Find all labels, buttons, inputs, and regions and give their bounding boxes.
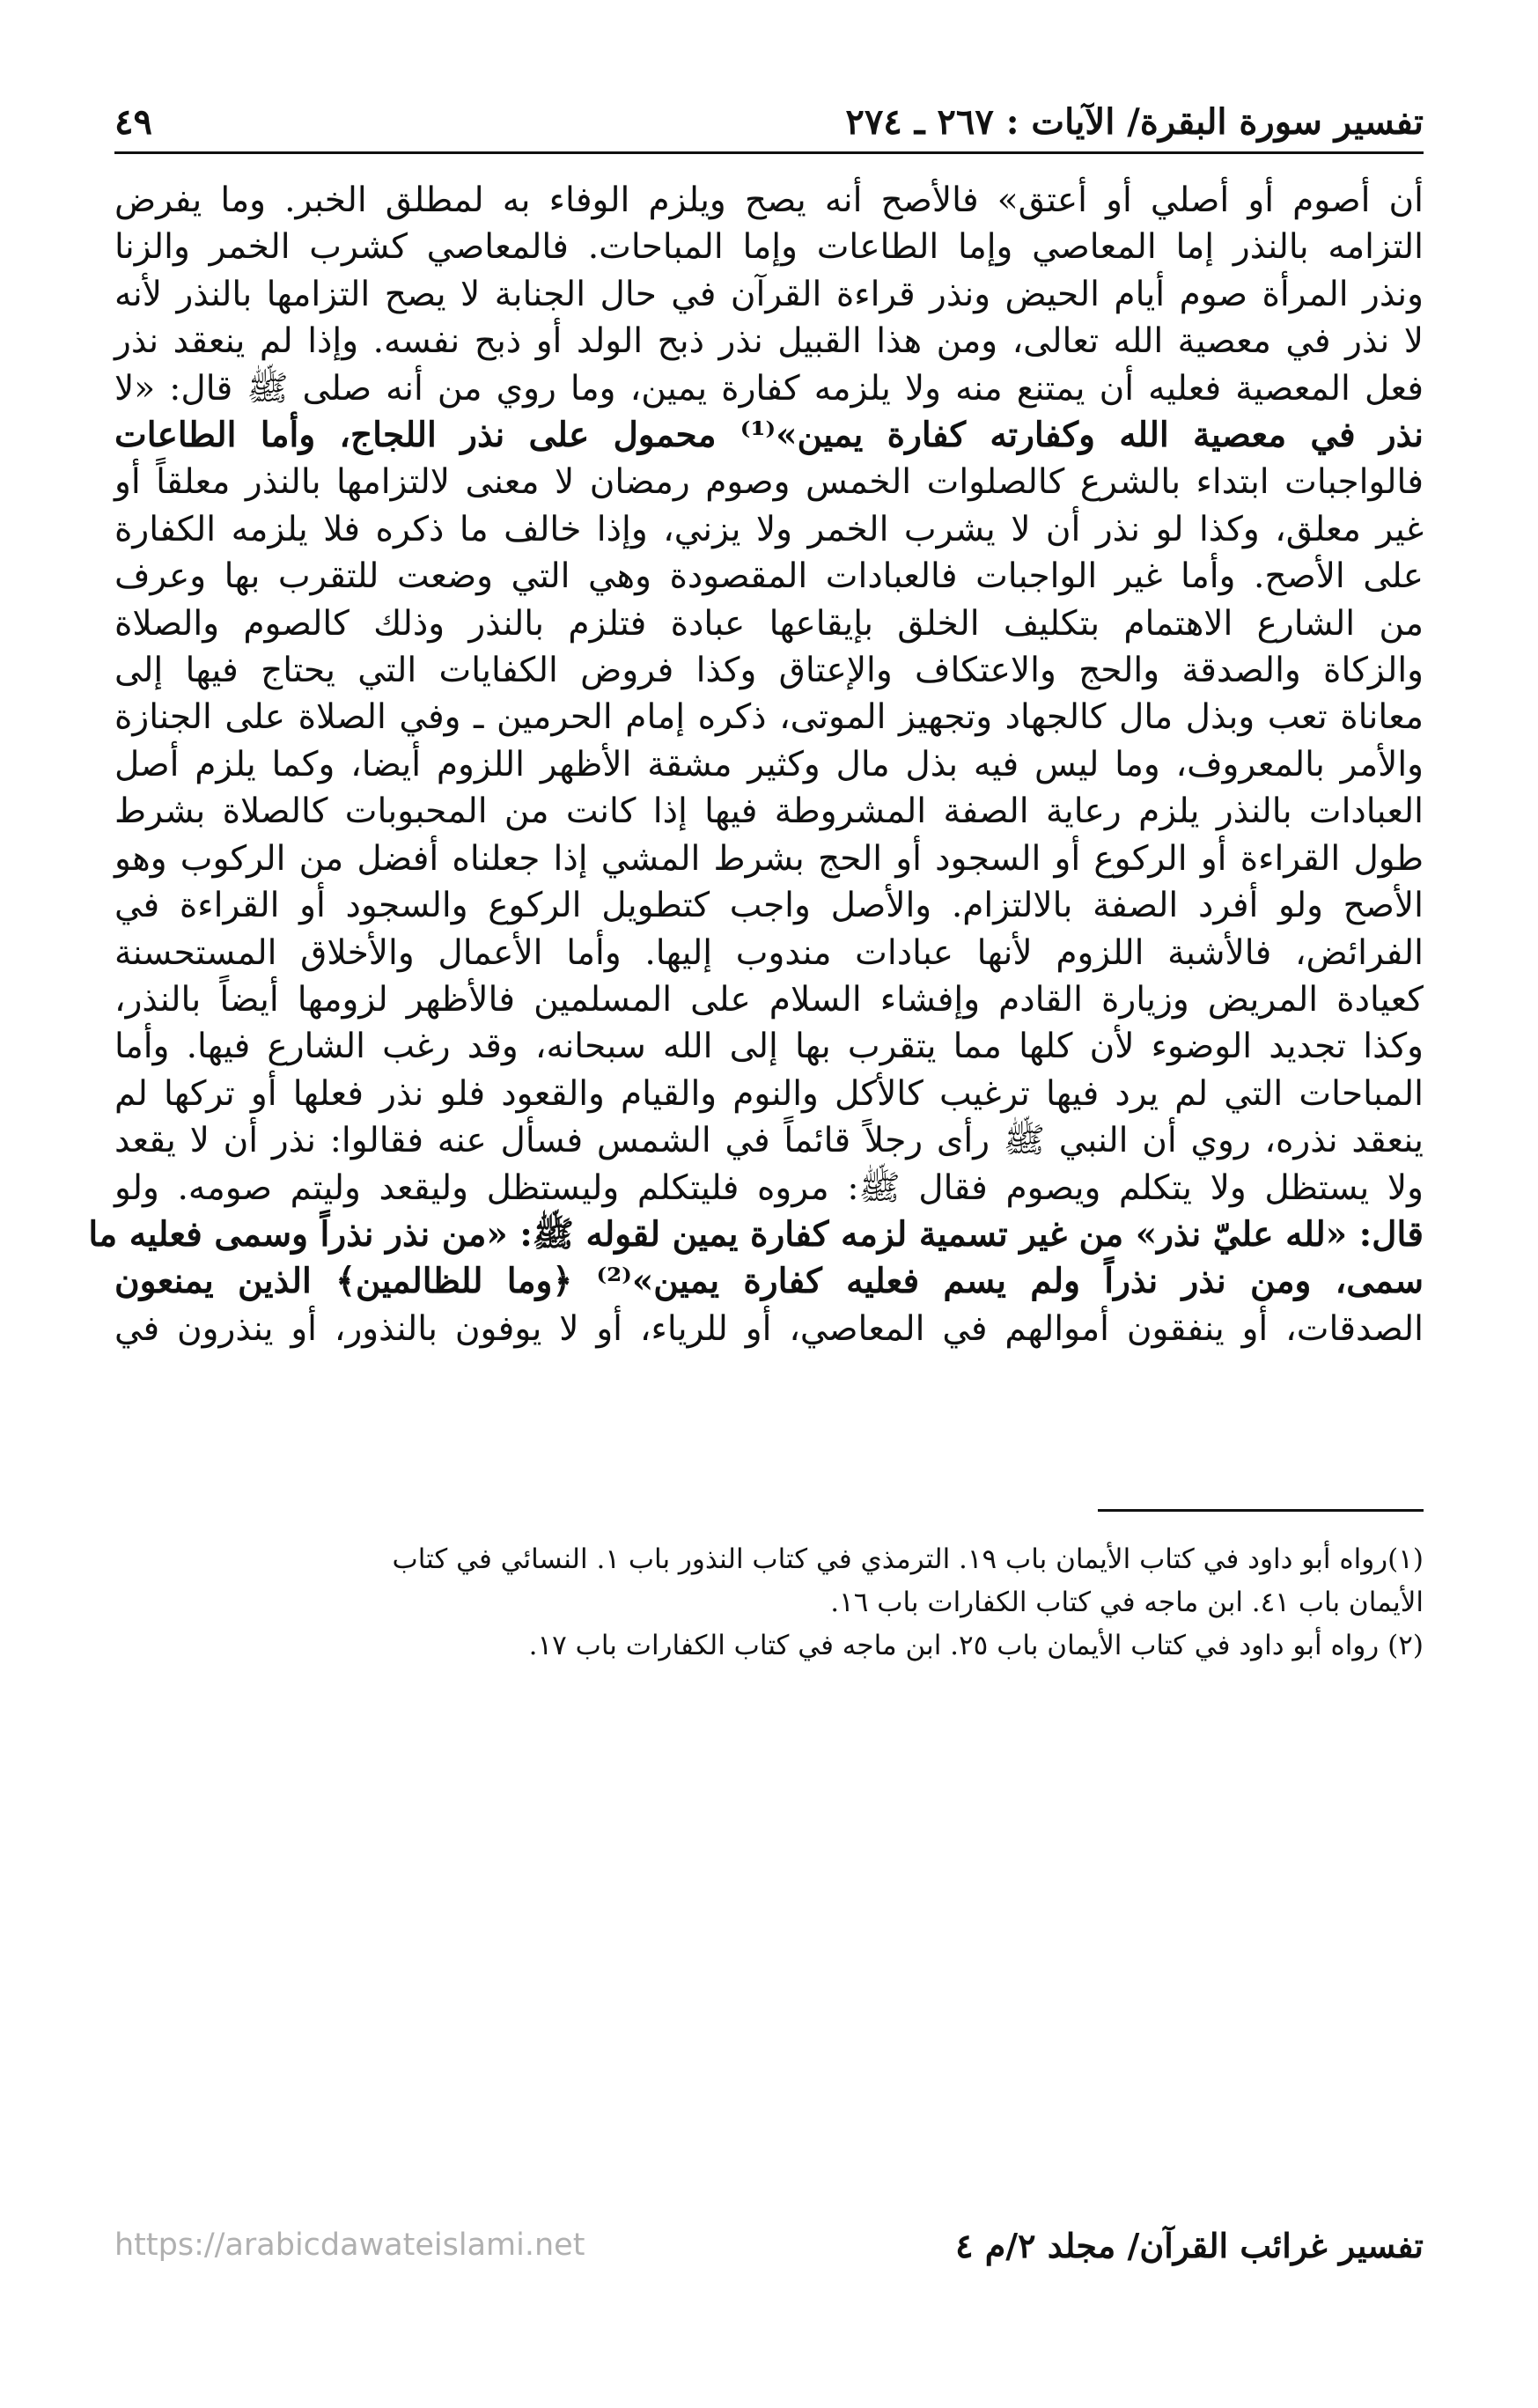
text-line: معاناة تعب وبذل مال كالجهاد وتجهيز الموتى، ذكره إمام الحرمين ـ وفي الصلاة على الجنازة	[114, 697, 1424, 738]
footnotes	[114, 1538, 1424, 1668]
body-text	[88, 177, 1424, 1352]
watermark-url: https://arabicdawateislami.net	[114, 2228, 585, 2263]
page-header	[114, 88, 1424, 143]
text-line: سمى، ومن نذر نذراً ولم يسم فعليه كفارة يمين»⁽²⁾ ﴿وما للظالمين﴾ الذين يمنعون	[114, 1261, 1424, 1302]
text-line: التزامه بالنذر إما المعاصي وإما الطاعات وإما المباحات. فالمعاصي كشرب الخمر والزنا	[114, 227, 1424, 268]
header-divider	[114, 151, 1424, 154]
text-line: لا نذر في معصية الله تعالى، ومن هذا القبيل نذر ذبح الولد أو ذبح نفسه. وإذا لم ينعقد نذر	[114, 321, 1424, 362]
running-title: تفسير سورة البقرة/ الآيات : ٢٦٧ ـ ٢٧٤	[845, 101, 1424, 143]
text-line: على الأصح. وأما غير الواجبات فالعبادات المقصودة وهي التي وضعت للتقرب بها وعرف	[114, 556, 1424, 597]
footnote-divider	[1098, 1509, 1424, 1512]
page-footer	[114, 2219, 1424, 2272]
text-line: ينعقد نذره، روي أن النبي ﷺ رأى رجلاً قائماً في الشمس فسأل عنه فقالوا: نذر أن لا يقعد	[114, 1121, 1424, 1161]
footnote-line: الأيمان باب ٤١. ابن ماجه في كتاب الكفارات باب ١٦.	[830, 1587, 1424, 1619]
page-number: ٤٩	[114, 101, 152, 143]
text-line: أن أصوم أو أصلي أو أعتق» فالأصح أنه يصح ويلزم الوفاء به لمطلق الخبر. وما يفرض	[114, 180, 1424, 220]
text-line: العبادات بالنذر يلزم رعاية الصفة المشروطة فيها إذا كانت من المحبوبات كالصلاة بشرط	[114, 792, 1424, 832]
text-line: المباحات التي لم يرد فيها ترغيب كالأكل والنوم والقيام والقعود فلو نذر فعلها أو تركها لم	[114, 1073, 1424, 1114]
text-line: الأصح ولو أفرد الصفة بالالتزام. والأصل واجب كتطويل الركوع والسجود أو القراءة في	[114, 886, 1424, 926]
text-line: ونذر المرأة صوم أيام الحيض ونذر قراءة القرآن في حال الجنابة لا يصح التزامها بالنذر لأنه	[114, 274, 1424, 314]
text-line: كعيادة المريض وزيارة القادم وإفشاء السلام على المسلمين فالأظهر لزومها أيضاً بالنذر،	[114, 979, 1424, 1020]
text-line: ولا يستظل ولا يتكلم ويصوم فقال ﷺ: مروه فليتكلم وليستظل وليقعد وليتم صومه. ولو	[114, 1167, 1424, 1208]
text-line: من الشارع الاهتمام بتكليف الخلق بإيقاعها عبادة فتلزم بالنذر وذلك كالصوم والصلاة	[114, 603, 1424, 644]
volume-signature: تفسير غرائب القرآن/ مجلد ٢/م ٤	[955, 2225, 1424, 2265]
text-line: نذر في معصية الله وكفارته كفارة يمين»⁽¹⁾ محمول على نذر اللجاج، وأما الطاعات	[114, 415, 1424, 456]
text-line: فعل المعصية فعليه أن يمتنع منه ولا يلزمه كفارة يمين، وما روي من أنه صلى ﷺ قال: «لا	[114, 368, 1424, 409]
text-line: الصدقات، أو ينفقون أموالهم في المعاصي، أو للرياء، أو لا يوفون بالنذور، أو ينذرون في	[114, 1308, 1424, 1349]
text-line: فالواجبات ابتداء بالشرع كالصلوات الخمس وصوم رمضان لا معنى لالتزامها بالنذر معلقاً أو	[114, 462, 1424, 503]
text-line: والزكاة والصدقة والحج والاعتكاف والإعتاق وكذا فروض الكفايات التي يحتاج فيها إلى	[114, 651, 1424, 691]
text-line: الفرائض، فالأشبة اللزوم لأنها عبادات مندوب إليها. وأما الأعمال والأخلاق المستحسنة	[114, 932, 1424, 973]
footnote-line: (١)رواه أبو داود في كتاب الأيمان باب ١٩. الترمذي في كتاب النذور باب ١. النسائي في كتاب	[392, 1543, 1424, 1576]
text-line: والأمر بالمعروف، وما ليس فيه بذل مال وكثير مشقة الأظهر اللزوم أيضا، وكما يلزم أصل	[114, 744, 1424, 784]
text-line: غير معلق، وكذا لو نذر أن لا يشرب الخمر ولا يزني، وإذا خالف ما ذكره فلا يلزمه الكفارة	[114, 509, 1424, 549]
text-line: وكذا تجديد الوضوء لأن كلها مما يتقرب بها إلى الله سبحانه، وقد رغب الشارع فيها. وأما	[114, 1027, 1424, 1067]
text-line: قال: «لله عليّ نذر» من غير تسمية لزمه كفارة يمين لقوله ﷺ: «من نذر نذراً وسمى فعليه ما	[88, 1213, 1424, 1255]
text-line: طول القراءة أو الركوع أو السجود أو الحج بشرط المشي إذا جعلناه أفضل من الركوب وهو	[114, 838, 1424, 879]
footnote-line: (٢) رواه أبو داود في كتاب الأيمان باب ٢٥. ابن ماجه في كتاب الكفارات باب ١٧.	[528, 1630, 1424, 1662]
